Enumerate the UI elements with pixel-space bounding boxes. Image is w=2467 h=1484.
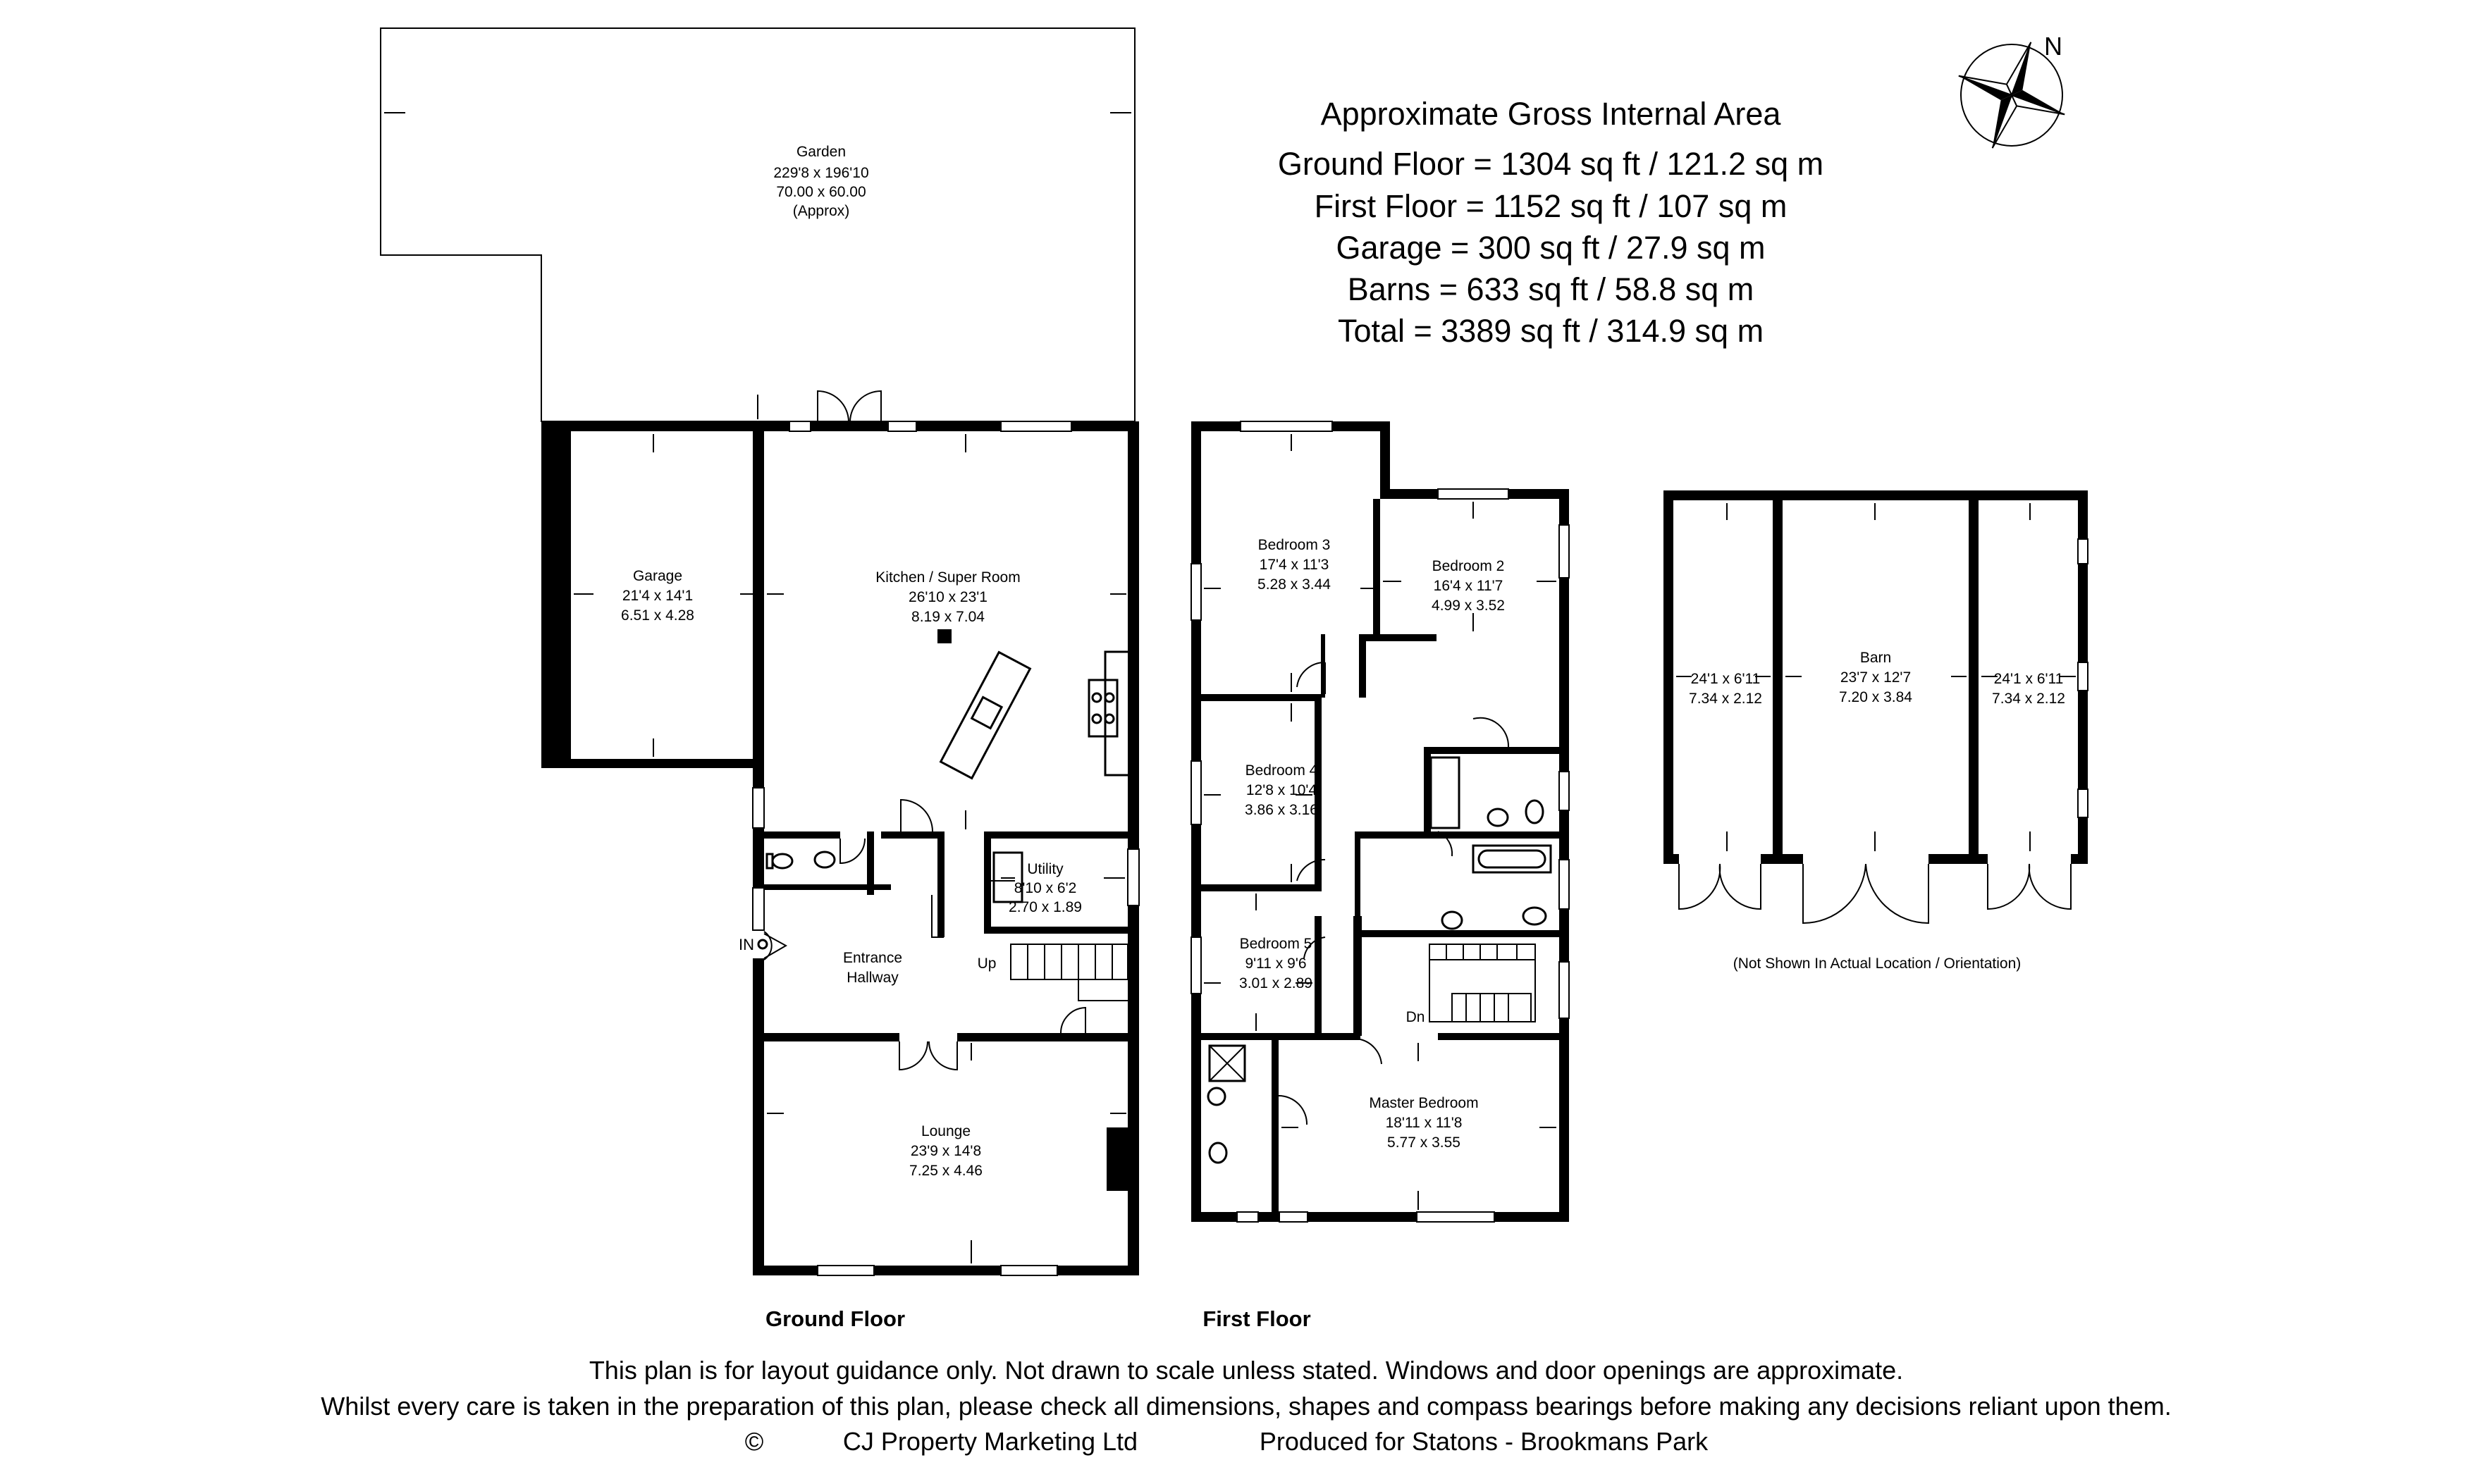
bedroom2-name: Bedroom 2 bbox=[1432, 558, 1505, 574]
utility-imperial: 8'10 x 6'2 bbox=[1014, 880, 1077, 896]
bedroom2-imperial: 16'4 x 11'7 bbox=[1433, 578, 1503, 594]
area-barns: Barns = 633 sq ft / 58.8 sq m bbox=[1347, 271, 1754, 307]
utility-metric: 2.70 x 1.89 bbox=[1009, 899, 1082, 915]
disclaimer-line-2: Whilst every care is taken in the preparation of this plan, please check all dimensions, shapes and compass bearings before making any decisions reliant upon them. bbox=[321, 1392, 2172, 1421]
ground-stairs-label: Up bbox=[977, 956, 997, 972]
garage-name: Garage bbox=[632, 568, 683, 584]
garden-imperial: 229'8 x 196'10 bbox=[773, 165, 869, 181]
master-name: Master Bedroom bbox=[1369, 1095, 1479, 1111]
lounge-fireplace bbox=[1107, 1127, 1128, 1191]
entrance-label: IN bbox=[739, 936, 754, 953]
first-doors bbox=[1279, 662, 1508, 1125]
garage-metric: 6.51 x 4.28 bbox=[621, 607, 694, 624]
company-name: CJ Property Marketing Ltd bbox=[842, 1427, 1138, 1456]
kitchen-pillar bbox=[937, 629, 952, 643]
first-stairs-label: Dn bbox=[1405, 1009, 1425, 1025]
ground-floor-plan bbox=[541, 391, 1139, 1331]
garden-metric: 70.00 x 60.00 bbox=[776, 184, 866, 200]
area-ground-floor: Ground Floor = 1304 sq ft / 121.2 sq m bbox=[1277, 146, 1824, 182]
barn-note: (Not Shown In Actual Location / Orientation) bbox=[1733, 956, 2022, 972]
master-imperial: 18'11 x 11'8 bbox=[1385, 1115, 1463, 1131]
barn-right-metric: 7.34 x 2.12 bbox=[1992, 691, 2065, 707]
kitchen-french-doors bbox=[818, 391, 881, 421]
bedroom5-metric: 3.01 x 2.89 bbox=[1239, 975, 1312, 991]
barn-left-imperial: 24'1 x 6'11 bbox=[1690, 671, 1761, 687]
kitchen-metric: 8.19 x 7.04 bbox=[911, 609, 985, 625]
lounge-name: Lounge bbox=[921, 1123, 971, 1139]
bedroom3-name: Bedroom 3 bbox=[1257, 537, 1331, 553]
ground-stairs bbox=[1011, 944, 1128, 1001]
hallway-name-2: Hallway bbox=[847, 970, 899, 986]
copyright-symbol: © bbox=[744, 1427, 764, 1456]
barn-left-metric: 7.34 x 2.12 bbox=[1689, 691, 1762, 707]
barn-doors bbox=[1679, 864, 2071, 923]
bedroom4-name: Bedroom 4 bbox=[1245, 762, 1318, 779]
first-floor-plan bbox=[1191, 421, 1569, 1331]
ground-wc bbox=[767, 852, 835, 868]
first-floor-label: First Floor bbox=[1202, 1306, 1311, 1331]
master-metric: 5.77 x 3.55 bbox=[1387, 1134, 1460, 1151]
bedroom3-imperial: 17'4 x 11'3 bbox=[1259, 557, 1329, 573]
ground-floor-label: Ground Floor bbox=[765, 1306, 906, 1331]
compass-icon bbox=[1939, 23, 2084, 167]
bedroom4-imperial: 12'8 x 10'4 bbox=[1245, 782, 1317, 798]
garden bbox=[381, 28, 1135, 421]
ground-labels bbox=[621, 568, 1082, 1331]
kitchen-fittings bbox=[937, 629, 1128, 778]
area-garage: Garage = 300 sq ft / 27.9 sq m bbox=[1336, 230, 1766, 266]
ground-doors bbox=[764, 800, 1085, 1070]
area-first-floor: First Floor = 1152 sq ft / 107 sq m bbox=[1314, 188, 1788, 224]
bedroom4-metric: 3.86 x 3.16 bbox=[1245, 802, 1318, 818]
disclaimer-line-1: This plan is for layout guidance only. Not drawn to scale unless stated. Windows and door openings are approximate. bbox=[589, 1356, 1904, 1385]
kitchen-imperial: 26'10 x 23'1 bbox=[909, 589, 988, 605]
garden-name: Garden bbox=[796, 144, 847, 160]
lounge-metric: 7.25 x 4.46 bbox=[909, 1163, 983, 1179]
barn-center-name: Barn bbox=[1859, 650, 1892, 666]
bedroom2-metric: 4.99 x 3.52 bbox=[1432, 598, 1505, 614]
bedroom5-imperial: 9'11 x 9'6 bbox=[1245, 956, 1307, 972]
garage-imperial: 21'4 x 14'1 bbox=[622, 588, 694, 604]
produced-for: Produced for Statons - Brookmans Park bbox=[1259, 1427, 1709, 1456]
bedroom5-name: Bedroom 5 bbox=[1239, 936, 1312, 952]
bedroom3-metric: 5.28 x 3.44 bbox=[1257, 576, 1331, 593]
lounge-imperial: 23'9 x 14'8 bbox=[910, 1143, 982, 1159]
first-stairs bbox=[1429, 944, 1535, 1022]
compass-north-label: N bbox=[2044, 32, 2062, 61]
entrance-marker bbox=[739, 936, 767, 953]
barn-center-imperial: 23'7 x 12'7 bbox=[1840, 669, 1912, 686]
disclaimer bbox=[321, 1356, 2171, 1456]
hallway-name: Entrance bbox=[842, 950, 903, 966]
kitchen-name: Kitchen / Super Room bbox=[875, 569, 1021, 586]
barn-center-metric: 7.20 x 3.84 bbox=[1839, 689, 1912, 705]
utility-name: Utility bbox=[1027, 861, 1064, 877]
area-total: Total = 3389 sq ft / 314.9 sq m bbox=[1337, 313, 1764, 349]
barn-labels bbox=[1689, 650, 2065, 972]
ground-interior-walls bbox=[764, 831, 1128, 1041]
area-summary bbox=[1278, 96, 1823, 349]
area-title: Approximate Gross Internal Area bbox=[1320, 96, 1781, 132]
barn-right-imperial: 24'1 x 6'11 bbox=[1993, 671, 2064, 687]
garden-note: (Approx) bbox=[792, 203, 850, 219]
barns-plan bbox=[1663, 490, 2088, 972]
